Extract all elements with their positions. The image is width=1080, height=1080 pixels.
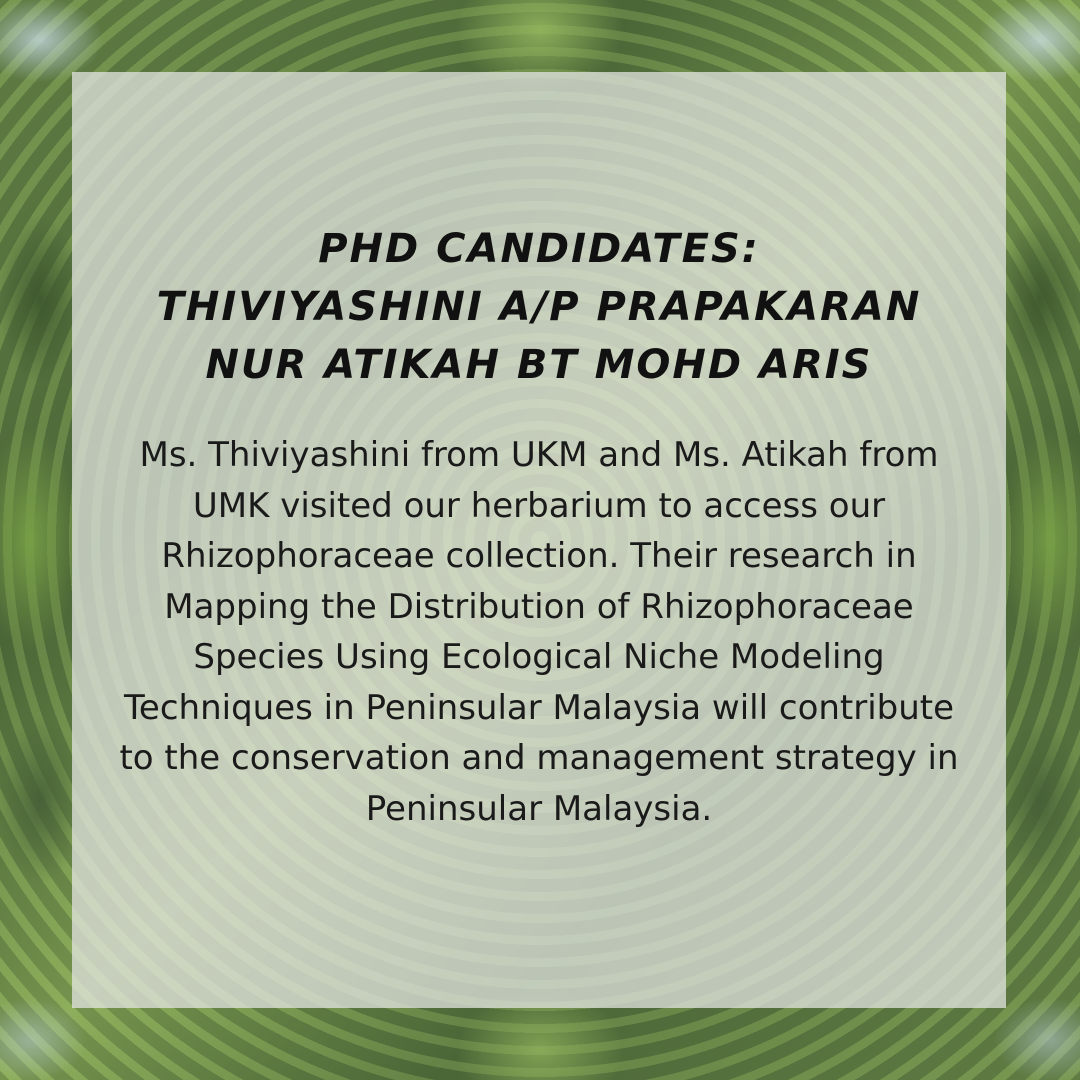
heading-line-title: PHD CANDIDATES: — [318, 226, 760, 272]
heading-line-candidate-1: THIVIYASHINI A/P PRAPAKARAN — [156, 284, 922, 330]
visit-description: Ms. Thiviyashini from UKM and Ms. Atikah from UMK visited our herbarium to access our Rhizophoraceae collection. Their research in Mapping the Distribution of Rhizophoraceae Species Using Ecological Niche Modeling Techniques in Peninsular Malaysia will contribute to the conservation and management strategy in Peninsular Malaysia. — [119, 435, 959, 829]
text-panel — [72, 72, 1006, 1008]
heading-line-candidate-2: NUR ATIKAH BT MOHD ARIS — [205, 342, 873, 388]
candidates-heading — [72, 220, 1006, 394]
